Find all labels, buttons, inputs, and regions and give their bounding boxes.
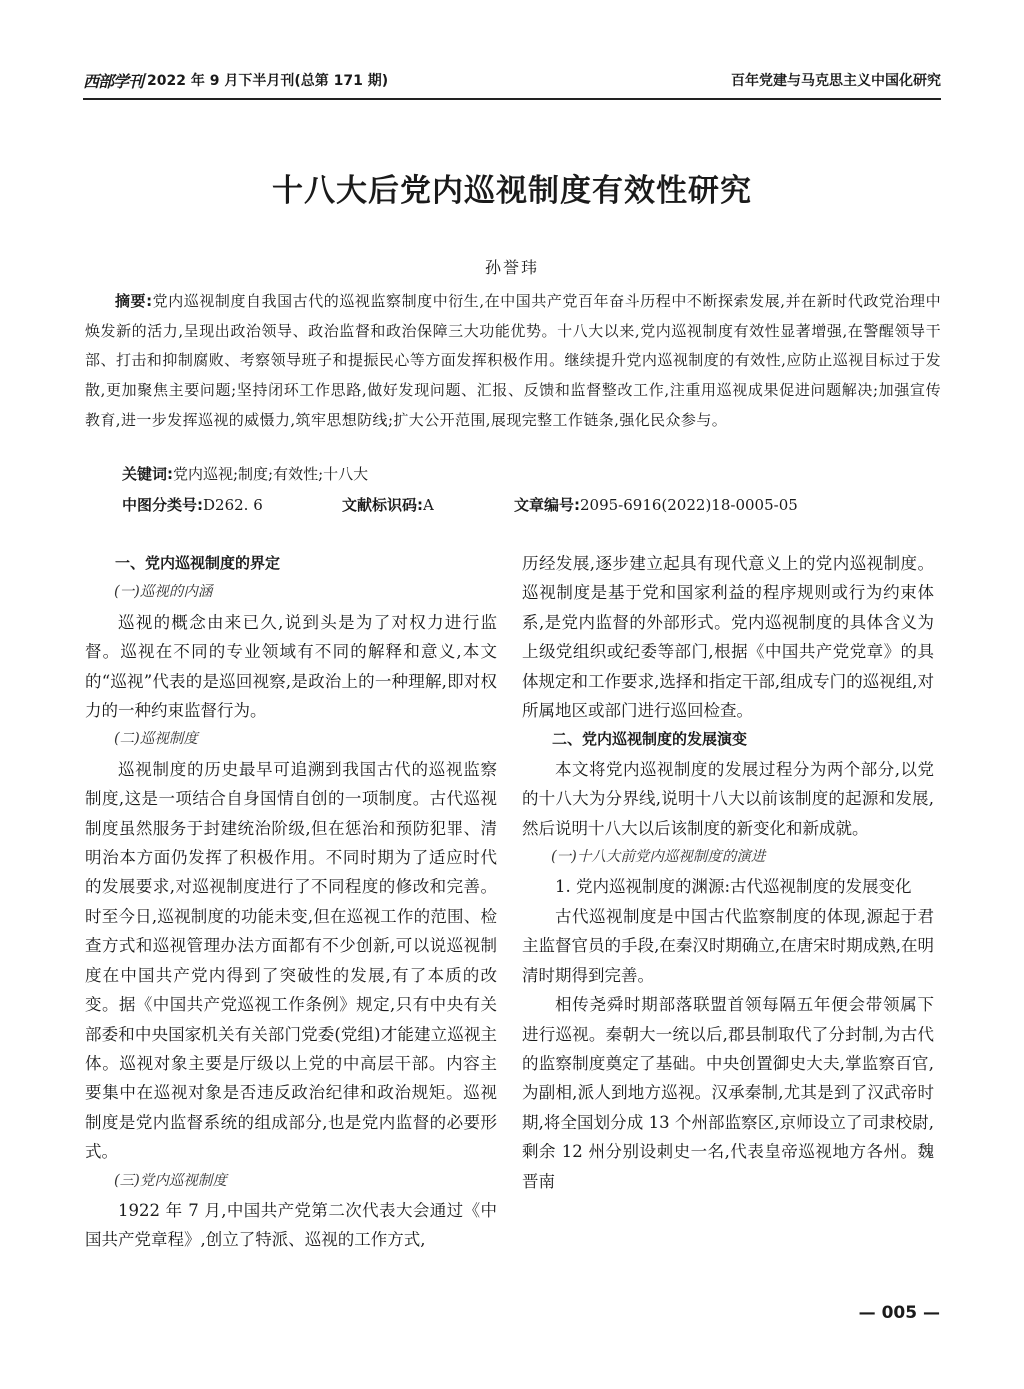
- issue-info: 2022 年 9 月下半月刊(总第 171 期): [147, 73, 389, 89]
- paragraph: 古代巡视制度是中国古代监察制度的体现,源起于君主监督官员的手段,在秦汉时期确立,在唐宋时期成熟,在明清时期得到完善。: [522, 906, 934, 985]
- keywords: [122, 463, 368, 484]
- page-number: — 005 —: [858, 1303, 940, 1323]
- section-heading: 一、党内巡视制度的界定: [115, 554, 281, 572]
- subsection-heading: (二)巡视制度: [114, 731, 198, 748]
- abstract: [85, 287, 941, 436]
- article-title: 十八大后党内巡视制度有效性研究: [272, 173, 752, 209]
- paragraph: 相传尧舜时期部落联盟首领每隔五年便会带领属下进行巡视。秦朝大一统以后,郡县制取代了分封制,为古代的监察制度奠定了基础。中央创置御史大夫,掌监察百官,为副相,派人到地方巡视。汉承秦制,尤其是到了汉武帝时期,将全国划分成 13 个州部监察区,京师设立了司隶校尉,剩余 12 州分别设刺史一名,代表皇帝巡视地方各州。魏晋南: [522, 995, 934, 1191]
- running-header: [83, 62, 941, 100]
- header-left: [83, 69, 388, 92]
- paragraph: 本文将党内巡视制度的发展过程分为两个部分,以党的十八大为分界线,说明十八大以前该制度的起源和发展,然后说明十八大以后该制度的新变化和新成就。: [522, 759, 934, 838]
- abstract-text: 党内巡视制度自我国古代的巡视监察制度中衍生,在中国共产党百年奋斗历程中不断探索发展,并在新时代政党治理中焕发新的活力,呈现出政治领导、政治监督和政治保障三大功能优势。十八大以来,党内巡视制度有效性显著增强,在警醒领导干部、打击和抑制腐败、考察领导班子和提振民心等方面发挥积极作用。继续提升党内巡视制度的有效性,应防止巡视目标过于发散,更加聚焦主要问题;坚持闭环工作思路,做好发现问题、汇报、反馈和监督整改工作,注重用巡视成果促进问题解决;加强宣传教育,进一步发挥巡视的威慑力,筑牢思想防线;扩大公开范围,展现完整工作链条,强化民众参与。: [85, 292, 941, 429]
- body-column-right: [522, 549, 934, 1196]
- subsection-heading: (一)巡视的内涵: [114, 584, 213, 601]
- paragraph: 历经发展,逐步建立起具有现代意义上的党内巡视制度。巡视制度是基于党和国家利益的程序规则或行为约束体系,是党内监督的外部形式。党内巡视制度的具体含义为上级党组织或纪委等部门,根据《中国共产党党章》的具体规定和工作要求,选择和指定干部,组成专门的巡视组,对所属地区或部门进行巡回检查。: [522, 554, 934, 721]
- doc-code-label: 文献标识码:: [342, 496, 423, 514]
- section-heading: 二、党内巡视制度的发展演变: [552, 730, 748, 749]
- subsection-heading: (三)党内巡视制度: [114, 1172, 227, 1189]
- subsection-heading: (一)十八大前党内巡视制度的演进: [551, 849, 766, 866]
- paragraph: 1922 年 7 月,中国共产党第二次代表大会通过《中国共产党章程》,创立了特派、巡视的工作方式,: [85, 1200, 497, 1250]
- paragraph: 巡视的概念由来已久,说到头是为了对权力进行监督。巡视在不同的专业领域有不同的解释和意义,本文的“巡视”代表的是巡回视察,是政治上的一种理解,即对权力的一种约束监督行为。: [85, 612, 497, 721]
- doc-code-value: A: [423, 496, 434, 514]
- clc-label: 中图分类号:: [122, 496, 203, 514]
- clc-value: D262. 6: [203, 496, 263, 514]
- author-name: 孙誉玮: [484, 258, 539, 277]
- body-column-left: [85, 549, 497, 1255]
- keywords-text: 党内巡视;制度;有效性;十八大: [173, 465, 369, 483]
- article-no-label: 文章编号:: [514, 496, 580, 514]
- classification-info: [122, 494, 922, 515]
- paragraph: 巡视制度的历史最早可追溯到我国古代的巡视监察制度,这是一项结合自身国情自创的一项制度。古代巡视制度虽然服务于封建统治阶级,但在惩治和预防犯罪、清明治本方面仍发挥了积极作用。不同时期为了适应时代的发展要求,对巡视制度进行了不同程度的修改和完善。时至今日,巡视制度的功能未变,但在巡视工作的范围、检查方式和巡视管理办法方面都有不少创新,可以说巡视制度在中国共产党内得到了突破性的发展,有了本质的改变。据《中国共产党巡视工作条例》规定,只有中央有关部委和中央国家机关有关部门党委(党组)才能建立巡视主体。巡视对象主要是厅级以上党的中高层干部。内容主要集中在巡视对象是否违反政治纪律和政治规矩。巡视制度是党内监督系统的组成部分,也是党内监督的必要形式。: [85, 759, 497, 1162]
- abstract-label: 摘要:: [115, 292, 153, 310]
- keywords-label: 关键词:: [122, 465, 173, 483]
- column-name: 百年党建与马克思主义中国化研究: [731, 73, 941, 89]
- article-no-value: 2095-6916(2022)18-0005-05: [580, 496, 798, 514]
- journal-logo: 西部学刊: [83, 71, 144, 91]
- subsubsection-heading: 1. 党内巡视制度的渊源:古代巡视制度的发展变化: [555, 877, 912, 897]
